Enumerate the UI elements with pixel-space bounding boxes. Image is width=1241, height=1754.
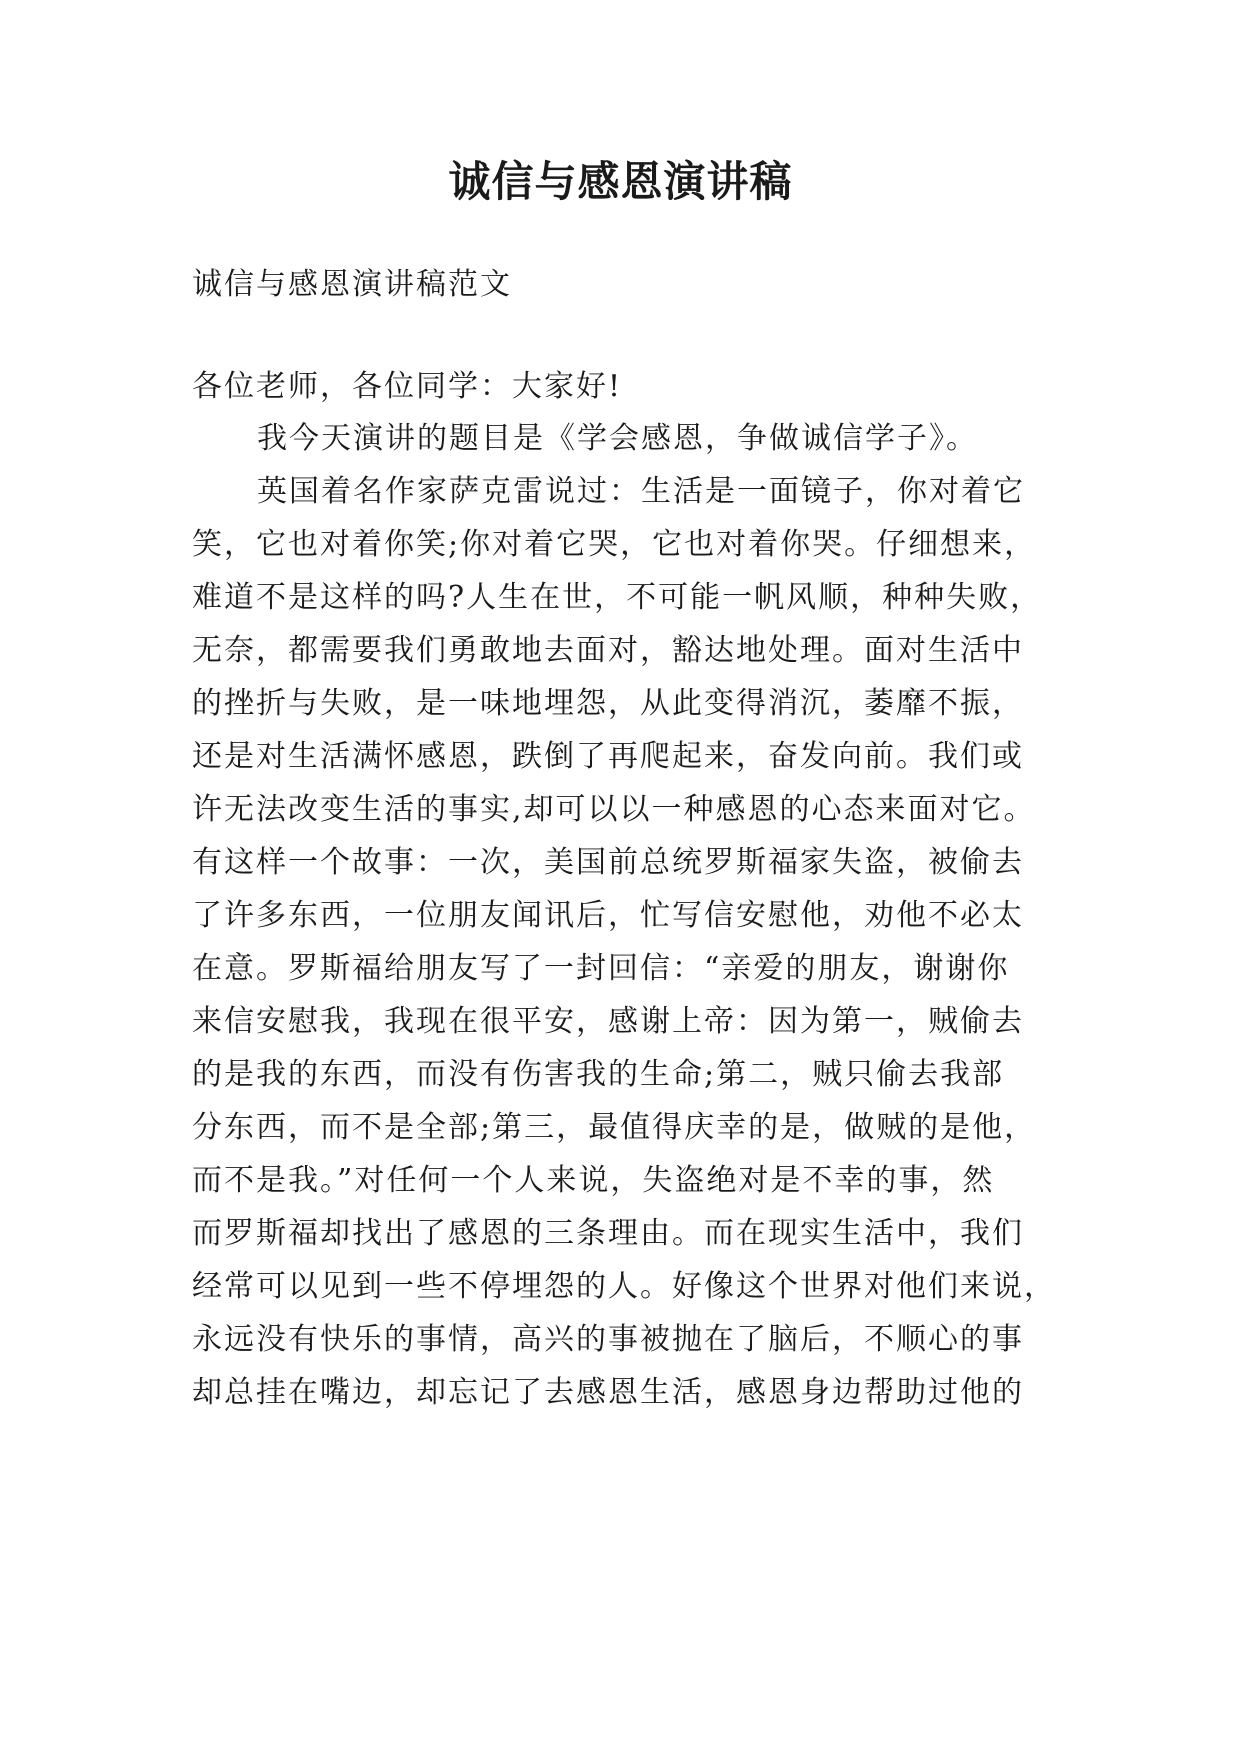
body-line: 许无法改变生活的事实,却可以以一种感恩的心态来面对它。 — [192, 792, 1036, 827]
body-line: 还是对生活满怀感恩，跌倒了再爬起来，奋发向前。我们或 — [192, 739, 1024, 774]
body-line: 有这样一个故事：一次，美国前总统罗斯福家失盗，被偷去 — [192, 845, 1024, 880]
body-line: 永远没有快乐的事情，高兴的事被抛在了脑后，不顺心的事 — [192, 1322, 1024, 1357]
body-line: 而不是我。”对任何一个人来说，失盗绝对是不幸的事，然 — [192, 1163, 995, 1198]
body-line: 经常可以见到一些不停埋怨的人。好像这个世界对他们来说， — [192, 1269, 1056, 1304]
document-title: 诚信与感恩演讲稿 — [448, 157, 793, 206]
body-line: 的是我的东西，而没有伤害我的生命;第二，贼只偷去我部 — [192, 1057, 1005, 1092]
body-line: 却总挂在嘴边，却忘记了去感恩生活，感恩身边帮助过他的 — [192, 1375, 1024, 1410]
body-line: 笑，它也对着你笑;你对着它哭，它也对着你哭。仔细想来， — [192, 527, 1037, 562]
body-line: 分东西，而不是全部;第三，最值得庆幸的是，做贼的是他， — [192, 1110, 1037, 1145]
body-line: 了许多东西，一位朋友闻讯后，忙写信安慰他，劝他不必太 — [192, 898, 1024, 933]
greeting-line: 各位老师，各位同学：大家好! — [192, 369, 623, 404]
body-line: 难道不是这样的吗?人生在世，不可能一帆风顺，种种失败， — [192, 580, 1043, 615]
body-line: 我今天演讲的题目是《学会感恩，争做诚信学子》。 — [257, 421, 978, 456]
document-subtitle: 诚信与感恩演讲稿范文 — [192, 267, 512, 302]
body-line: 无奈，都需要我们勇敢地去面对，豁达地处理。面对生活中 — [192, 633, 1024, 668]
body-line: 英国着名作家萨克雷说过：生活是一面镜子，你对着它 — [257, 474, 1025, 509]
body-line: 来信安慰我，我现在很平安，感谢上帝：因为第一，贼偷去 — [192, 1004, 1024, 1039]
body-line: 在意。罗斯福给朋友写了一封回信：“亲爱的朋友，谢谢你 — [192, 951, 1010, 986]
body-line: 的挫折与失败，是一味地埋怨，从此变得消沉，萎靡不振， — [192, 686, 1024, 721]
body-line: 而罗斯福却找出了感恩的三条理由。而在现实生活中，我们 — [192, 1216, 1024, 1251]
